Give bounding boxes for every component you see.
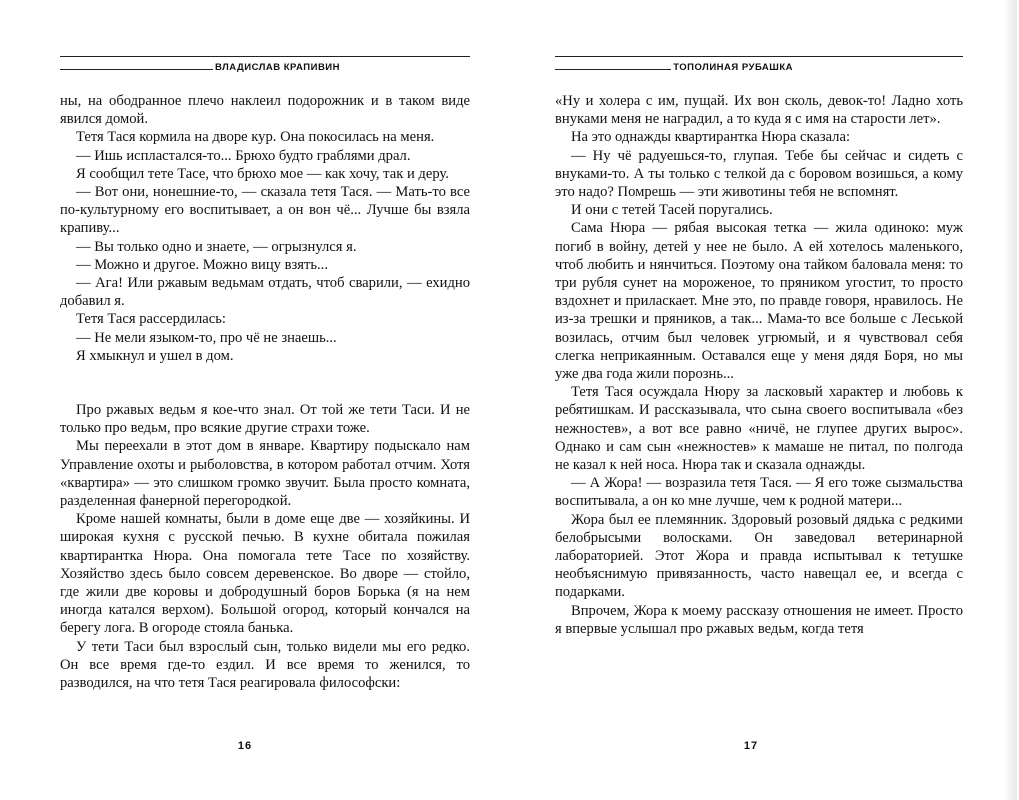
paragraph: Я сообщил тете Тасе, что брюхо мое — как хочу, так и деру. [76,165,449,182]
paragraph: — Ну чё радуешься-то, глупая. Тебе бы сейчас и сидеть с внуками-то. А ты только с телкой да с боровом возишься, а кому это надо? Помрешь — эти животины тебя не вспомнят. [555,147,963,201]
running-header [555,62,963,73]
paragraph: ны, на ободранное плечо наклеил подорожник и в таком виде явился домой. [60,93,470,128]
running-header-author: ВЛАДИСЛАВ КРАПИВИН [215,62,340,73]
paragraph: Тетя Тася кормила на дворе кур. Она покосилась на меня. [76,129,435,146]
paragraph: И они с тетей Тасей поругались. [571,202,773,219]
header-line [60,69,213,70]
section-break [60,365,470,401]
paragraph: Тетя Тася рассердилась: [76,311,226,328]
right-page-text [555,92,963,638]
header-rule [60,56,470,57]
running-header-title: ТОПОЛИНАЯ РУБАШКА [673,62,793,73]
paragraph: — Можно и другое. Можно вицу взять... [76,256,328,273]
page-number: 16 [237,740,253,752]
paragraph: — Вот они, нонешние-то, — сказала тетя Тася. — Мать-то все по-культурному его воспитывает, а он вон чё... Лучше бы взяла крапиву... [60,184,470,237]
paragraph: Впрочем, Жора к моему рассказу отношения не имеет. Просто я впервые услышал про ржавых ведьм, когда тетя [555,602,963,637]
paragraph: — Вы только одно и знаете, — огрызнулся я. [76,238,357,255]
paragraph: На это однажды квартирантка Нюра сказала: [571,129,850,146]
header-rule [555,56,963,57]
paragraph: Мы переехали в этот дом в январе. Квартиру подыскало нам Управление охоты и рыболовства, в котором работал отчим. Хотя «квартира» — это слишком громко звучит. Была просто комната, разделенная фанерной перегородкой. [60,438,470,510]
left-page [60,0,470,800]
paragraph: — Не мели языком-то, про чё не знаешь... [76,329,337,346]
right-page [555,0,963,800]
running-header [60,62,470,73]
page-edge-shadow [1003,0,1017,800]
paragraph: Сама Нюра — рябая высокая тетка — жила одиноко: муж погиб в войну, детей у нее не было. А ей хотелось маленького, чтоб любить и нянчиться. Поэтому она тайком баловала меня: то три рубля сунет на мороженое, то пряником угостит, то просто вздохнет и приласкает. Мне это, по правде говоря, нравилось. Не из-за трешки и пряников, а так... Мама-то все больше с Леськой возилась, отчим был человек угрюмый, и я чувствовал себя слегка неприкаянным. Оставался еще у меня дядя Боря, но мы уже два года жили порознь... [555,220,963,383]
paragraph: Тетя Тася осуждала Нюру за ласковый характер и любовь к ребятишкам. И рассказывала, что сына своего воспитывала «без нежностев», а вот все равно «ничё, не глупее других вырос». Однако и сам сын «нежностев» к мамаше не питал, по полгода не казал к ней носа. Нюра так и сказала однажды. [555,384,963,474]
paragraph: — Ага! Или ржавым ведьмам отдать, чтоб сварили, — ехидно добавил я. [60,275,470,310]
paragraph: — Ишь испластался-то... Брюхо будто граблями драл. [76,147,411,164]
page-number: 17 [743,740,759,752]
header-line [555,69,671,70]
paragraph: Я хмыкнул и ушел в дом. [76,347,234,364]
paragraph: — А Жора! — возразила тетя Тася. — Я его тоже сызмальства воспитывала, а он ко мне лучше, чем к родной матери... [555,475,963,510]
paragraph: Жора был ее племянник. Здоровый розовый дядька с редкими белобрысыми волосками. Он заведовал ветеринарной лабораторией. Этот Жора и правда испытывал к тетушке необъяснимую привязанность, часто навещал ее, и всегда с подарками. [555,511,963,601]
paragraph: У тети Таси был взрослый сын, только видели мы его редко. Он все время где-то ездил. И все время то женился, то разводился, на что тетя Тася реагировала философски: [60,638,470,692]
paragraph: «Ну и холера с им, пущай. Их вон сколь, девок-то! Ладно хоть внуками меня не наградил, а то куда я с имя на старости лет». [555,93,963,128]
left-page-text [60,92,470,692]
paragraph: Кроме нашей комнаты, были в доме еще две — хозяйкины. И широкая кухня с русской печью. В кухне обитала пожилая квартирантка Нюра. Она помогала тете Тасе по хозяйству. Хозяйство здесь было совсем деревенское. Во дворе — стойло, где жили две коровы и добродушный боров Борька (я на нем иногда катался верхом). Большой огород, который кончался на берегу лога. В огороде стояла банька. [60,511,470,637]
paragraph: Про ржавых ведьм я кое-что знал. От той же тети Таси. И не только про ведьм, про всякие другие страхи тоже. [60,402,470,437]
